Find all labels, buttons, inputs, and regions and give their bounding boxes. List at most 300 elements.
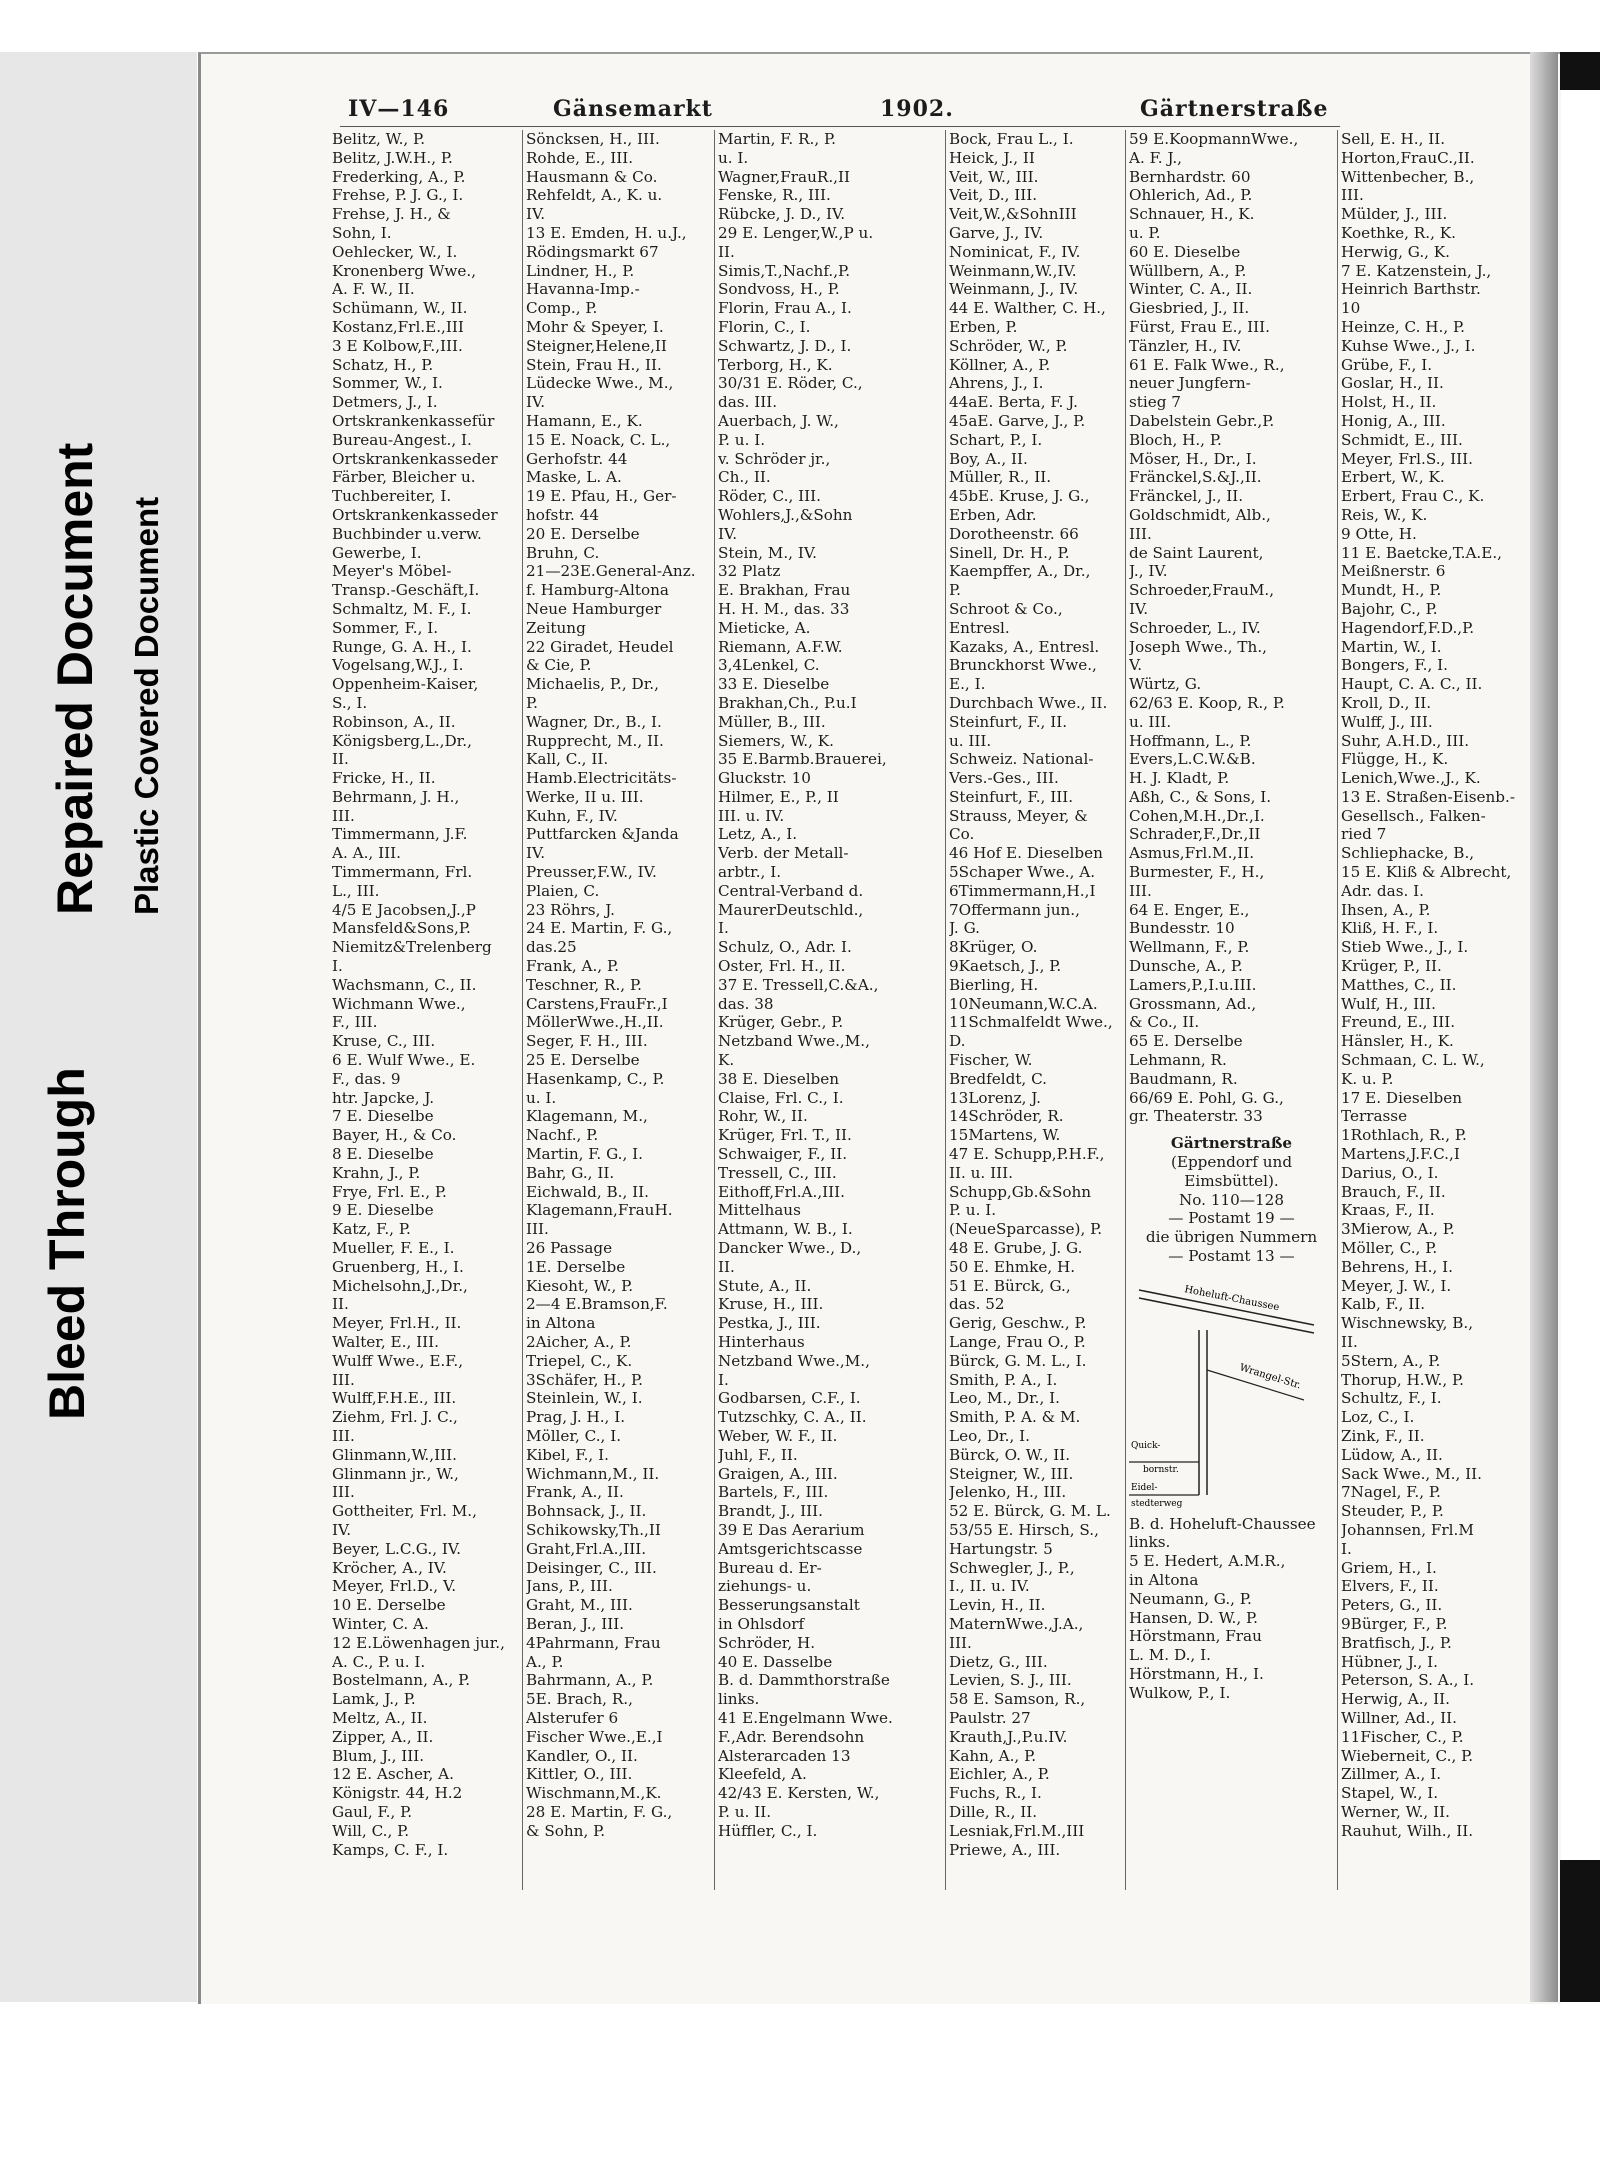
directory-entry: stieg 7 — [1129, 393, 1181, 412]
directory-entry: P. u. II. — [718, 1802, 772, 1821]
directory-entry: Ahrens, J., I. — [949, 374, 1044, 393]
directory-entry: u. III. — [1129, 712, 1172, 731]
directory-entry: Brauch, F., II. — [1341, 1182, 1446, 1201]
map-label-eidel: Eidel- — [1131, 1482, 1158, 1493]
directory-entry: 5 E. Hedert, A.M.R., — [1129, 1552, 1286, 1571]
directory-entry: Bock, Frau L., I. — [949, 130, 1074, 148]
directory-entry: 6 E. Wulf Wwe., E. — [332, 1051, 476, 1070]
directory-entry: arbtr., I. — [718, 863, 782, 882]
directory-entry: Schatz, H., P. — [332, 355, 434, 374]
directory-entry: Vers.-Ges., III. — [949, 769, 1059, 788]
directory-entry: Schnauer, H., K. — [1129, 205, 1255, 224]
directory-entry: Bruhn, C. — [526, 543, 600, 562]
directory-entry: Hilmer, E., P., II — [718, 787, 839, 806]
directory-entry: Strauss, Meyer, & — [949, 806, 1088, 825]
directory-entry: A. C., P. u. I. — [332, 1652, 426, 1671]
directory-entry: Levin, H., II. — [949, 1596, 1046, 1615]
directory-entry: Bureau-Angest., I. — [332, 430, 472, 449]
directory-entry: Hörstmann, H., I. — [1129, 1664, 1264, 1683]
directory-entry: Gerhofstr. 44 — [526, 449, 628, 468]
directory-entry: Holst, H., II. — [1341, 393, 1437, 412]
directory-entry: 10 E. Derselbe — [332, 1596, 446, 1615]
header-right-street: Gärtnerstraße — [1140, 96, 1329, 122]
directory-entry: Meyer, Frl.S., III. — [1341, 449, 1474, 468]
directory-entry: Hagendorf,F.D.,P. — [1341, 618, 1475, 637]
directory-entry: Stieb Wwe., J., I. — [1341, 938, 1469, 957]
directory-entry: Martin, W., I. — [1341, 637, 1442, 656]
directory-entry: Sack Wwe., M., II. — [1341, 1464, 1482, 1483]
directory-entry: A. A., III. — [332, 844, 401, 863]
directory-entry: 42/43 E. Kersten, W., — [718, 1784, 880, 1803]
directory-entry: Ch., II. — [718, 468, 771, 487]
directory-entry: Juhl, F., II. — [718, 1445, 798, 1464]
directory-entry: F., III. — [332, 1013, 378, 1032]
directory-entry: E., I. — [949, 675, 986, 694]
directory-entry: 51 E. Bürck, G., — [949, 1276, 1071, 1295]
directory-entry: hofstr. 44 — [526, 505, 600, 524]
bleed-through-label: Bleed Through — [39, 1067, 95, 1420]
directory-entry: 3 E Kolbow,F.,III. — [332, 336, 463, 355]
map-label-stedter: stedterweg — [1131, 1498, 1183, 1509]
directory-entry: ziehungs- u. — [718, 1577, 812, 1596]
directory-entry: 22 Giradet, Heudel — [526, 637, 674, 656]
directory-entry: P. — [526, 693, 538, 712]
directory-entry: Sommer, F., I. — [332, 618, 439, 637]
directory-entry: Schrader,F.,Dr.,II — [1129, 825, 1261, 844]
directory-entry: Kandler, O., II. — [526, 1746, 638, 1765]
directory-entry: Bernhardstr. 60 — [1129, 167, 1251, 186]
directory-entry: Hamann, E., K. — [526, 411, 643, 430]
directory-entry: Kazaks, A., Entresl. — [949, 637, 1100, 656]
directory-entry: IV. — [526, 393, 546, 412]
directory-entry: Terrasse — [1341, 1107, 1408, 1126]
directory-entry: 13 E. Straßen-Eisenb.- — [1341, 787, 1515, 806]
directory-entry: & Cie, P. — [526, 656, 592, 675]
directory-entry: Bloch, H., P. — [1129, 430, 1222, 449]
directory-entry: Evers,L.C.W.&B. — [1129, 750, 1256, 769]
map-label-quick: Quick- — [1131, 1440, 1161, 1451]
directory-entry: Meyer, J. W., I. — [1341, 1276, 1452, 1295]
directory-entry: Wulkow, P., I. — [1129, 1683, 1231, 1702]
directory-entry: Herwig, A., II. — [1341, 1690, 1451, 1709]
directory-entry: 4/5 E Jacobsen,J.,P — [332, 900, 476, 919]
directory-entry: Puttfarcken &Janda — [526, 825, 679, 844]
directory-entry: in Altona — [526, 1314, 596, 1333]
directory-entry: Wichmann Wwe., — [332, 994, 466, 1013]
directory-entry: Mansfeld&Sons,P. — [332, 919, 471, 938]
directory-entry: (NeueSparcasse), P. — [949, 1220, 1103, 1239]
directory-entry: Grübe, F., I. — [1341, 355, 1433, 374]
map-label-born: bornstr. — [1143, 1464, 1179, 1475]
directory-entry: 13Lorenz, J. — [949, 1088, 1041, 1107]
directory-entry: A., P. — [526, 1652, 564, 1671]
directory-entry: 9 Otte, H. — [1341, 524, 1417, 543]
directory-entry: Siemers, W., K. — [718, 731, 834, 750]
directory-entry: Ohlerich, Ad., P. — [1129, 186, 1253, 205]
directory-entry: Weinmann, J., IV. — [949, 280, 1079, 299]
directory-entry: in Ohlsdorf — [718, 1614, 805, 1633]
directory-entry: Schroeder, L., IV. — [1129, 618, 1261, 637]
directory-entry: 46 Hof E. Dieselben — [949, 844, 1103, 863]
directory-entry: 3,4Lenkel, C. — [718, 656, 820, 675]
directory-entry: 32 Platz — [718, 562, 781, 581]
directory-entry: L. M. D., I. — [1129, 1646, 1211, 1665]
directory-entry: Graht,Frl.A.,III. — [526, 1539, 647, 1558]
directory-entry: Krüger, P., II. — [1341, 957, 1442, 976]
directory-entry: 9Kaetsch, J., P. — [949, 957, 1062, 976]
directory-entry: Entresl. — [949, 618, 1010, 637]
directory-entry: Garve, J., IV. — [949, 223, 1044, 242]
directory-entry: 52 E. Bürck, G. M. L. — [949, 1502, 1111, 1521]
directory-entry: Blum, J., III. — [332, 1746, 425, 1765]
directory-entry: Kruse, C., III. — [332, 1032, 436, 1051]
directory-entry: 53/55 E. Hirsch, S., — [949, 1520, 1099, 1539]
directory-entry: Möser, H., Dr., I. — [1129, 449, 1257, 468]
directory-entry: Nominicat, F., IV. — [949, 242, 1081, 261]
directory-entry: Schroot & Co., — [949, 599, 1063, 618]
directory-entry: Gottheiter, Frl. M., — [332, 1502, 477, 1521]
directory-entry: Matthes, C., II. — [1341, 975, 1457, 994]
directory-entry: Amtsgerichtscasse — [718, 1539, 863, 1558]
directory-entry: 58 E. Samson, R., — [949, 1690, 1086, 1709]
directory-entry: Dunsche, A., P. — [1129, 957, 1243, 976]
directory-entry: A. F. J., — [1129, 148, 1183, 167]
directory-entry: 4Pahrmann, Frau — [526, 1633, 661, 1652]
directory-entry: Lange, Frau O., P. — [949, 1333, 1086, 1351]
directory-entry: Bayer, H., & Co. — [332, 1126, 457, 1145]
directory-entry: II. u. III. — [949, 1163, 1013, 1182]
directory-entry: Belitz, W., P. — [332, 130, 426, 148]
directory-entry: Hoffmann, L., P. — [1129, 731, 1252, 750]
directory-entry: Frehse, J. H., & — [332, 205, 451, 224]
directory-entry: Schweiz. National- — [949, 750, 1094, 769]
directory-entry: Winter, C. A., II. — [1129, 280, 1253, 299]
directory-entry: Schmaltz, M. F., I. — [332, 599, 472, 618]
directory-entry: I. — [1341, 1539, 1352, 1558]
directory-entry: Frederking, A., P. — [332, 167, 466, 186]
directory-entry: Eithoff,Frl.A.,III. — [718, 1182, 845, 1201]
directory-entry: htr. Japcke, J. — [332, 1088, 435, 1107]
directory-entry: I. — [718, 1370, 729, 1389]
column-divider — [1125, 130, 1126, 1890]
directory-entry: III. — [332, 1426, 355, 1445]
directory-entry: Peters, G., II. — [1341, 1596, 1443, 1615]
directory-entry: Schultz, F., I. — [1341, 1389, 1442, 1408]
directory-entry: Kaempffer, A., Dr., — [949, 562, 1091, 581]
directory-entry: Hörstmann, Frau — [1129, 1627, 1262, 1646]
directory-entry: 44 E. Walther, C. H., — [949, 299, 1106, 318]
directory-entry: Schwartz, J. D., I. — [718, 336, 852, 355]
directory-entry: Weinmann,W.,IV. — [949, 261, 1077, 280]
directory-entry: Baudmann, R. — [1129, 1069, 1238, 1088]
directory-entry: Färber, Bleicher u. — [332, 468, 476, 487]
directory-entry: 61 E. Falk Wwe., R., — [1129, 355, 1285, 374]
directory-entry: Schröder, W., P. — [949, 336, 1068, 355]
directory-entry: Schulz, O., Adr. I. — [718, 938, 852, 957]
directory-entry: 10 — [1341, 299, 1361, 318]
directory-entry: Meltz, A., II. — [332, 1708, 428, 1727]
directory-entry: Graigen, A., III. — [718, 1464, 838, 1483]
directory-entry: Stute, A., II. — [718, 1276, 812, 1295]
directory-entry: P. u. I. — [949, 1201, 997, 1220]
directory-entry: Stein, M., IV. — [718, 543, 817, 562]
directory-entry: Steinfurt, F., II. — [949, 712, 1068, 731]
directory-entry: Timmermann, Frl. — [332, 863, 473, 882]
directory-entry: Alsterufer 6 — [526, 1708, 619, 1727]
directory-entry: Mieticke, A. — [718, 618, 811, 637]
directory-entry: Fränckel, J., II. — [1129, 487, 1244, 506]
directory-entry: 3Mierow, A., P. — [1341, 1220, 1455, 1239]
directory-entry: Steinfurt, F., III. — [949, 787, 1074, 806]
directory-entry: Rohr, W., II. — [718, 1107, 808, 1126]
directory-entry: Veit, W., III. — [949, 167, 1039, 186]
directory-entry: Söncksen, H., III. — [526, 130, 660, 148]
directory-entry: Florin, C., I. — [718, 317, 811, 336]
directory-entry: H. J. Kladt, P. — [1129, 769, 1230, 788]
directory-entry: Detmers, J., I. — [332, 393, 438, 412]
directory-entry: Fricke, H., II. — [332, 769, 436, 788]
directory-entry: Martin, F. R., P. — [718, 130, 836, 148]
directory-entry: 5Schaper Wwe., A. — [949, 863, 1096, 882]
directory-entry: Würtz, G. — [1129, 675, 1202, 694]
directory-entry: Bostelmann, A., P. — [332, 1671, 471, 1690]
directory-entry: Kiesoht, W., P. — [526, 1276, 634, 1295]
directory-entry: Schümann, W., II. — [332, 299, 468, 318]
directory-entry: 44aE. Berta, F. J. — [949, 393, 1078, 412]
directory-entry: 21—23E.General-Anz. — [526, 562, 696, 581]
directory-entry: Leo, Dr., I. — [949, 1426, 1030, 1445]
directory-entry: Weber, W. F., II. — [718, 1426, 838, 1445]
directory-entry: III. — [332, 806, 355, 825]
directory-entry: Krüger, Frl. T., II. — [718, 1126, 852, 1145]
directory-entry: Wohlers,J.,&Sohn — [718, 505, 853, 524]
column-5-entries — [1129, 130, 1334, 1126]
directory-entry: Tressell, C., III. — [718, 1163, 837, 1182]
column-divider — [714, 130, 715, 1890]
directory-entry: Eichler, A., P. — [949, 1765, 1050, 1784]
directory-entry: Leo, M., Dr., I. — [949, 1389, 1060, 1408]
directory-entry: III. — [1129, 524, 1152, 543]
directory-entry: Schröder, H. — [718, 1633, 816, 1652]
directory-entry: Heinze, C. H., P. — [1341, 317, 1465, 336]
directory-entry: K. — [718, 1051, 735, 1070]
directory-entry: Deisinger, C., III. — [526, 1558, 657, 1577]
directory-entry: Kostanz,Frl.E.,III — [332, 317, 464, 336]
page-number: IV—146 — [348, 96, 450, 122]
directory-entry: Lesniak,Frl.M.,III — [949, 1821, 1085, 1840]
column-2 — [526, 130, 710, 1890]
column-5-after-entries — [1129, 1515, 1334, 1703]
directory-entry: v. Schröder jr., — [718, 449, 831, 468]
directory-entry: Steigner, W., III. — [949, 1464, 1074, 1483]
scan-border-bottom — [1560, 1860, 1600, 2002]
directory-entry: Kröcher, A., IV. — [332, 1558, 447, 1577]
directory-entry: Martens,J.F.C.,I — [1341, 1145, 1460, 1164]
directory-entry: Nachf., P. — [526, 1126, 599, 1145]
page-edge — [1530, 52, 1558, 2002]
directory-entry: Koethke, R., K. — [1341, 223, 1456, 242]
directory-entry: Gluckstr. 10 — [718, 769, 811, 788]
directory-entry: Florin, Frau A., I. — [718, 299, 852, 318]
directory-entry: Rödingsmarkt 67 — [526, 242, 659, 261]
directory-entry: Kahn, A., P. — [949, 1746, 1037, 1765]
scan-border-top — [1560, 52, 1600, 90]
directory-entry: 5Stern, A., P. — [1341, 1351, 1441, 1370]
directory-entry: Hasenkamp, C., P. — [526, 1069, 665, 1088]
directory-entry: Letz, A., I. — [718, 825, 798, 844]
directory-entry: Werke, II u. III. — [526, 787, 644, 806]
directory-entry: Lüdow, A., II. — [1341, 1445, 1443, 1464]
directory-entry: IV. — [332, 1520, 352, 1539]
directory-entry: Veit,W.,&SohnIII — [949, 205, 1077, 224]
directory-entry: Bürck, O. W., II. — [949, 1445, 1071, 1464]
directory-entry: Hausmann & Co. — [526, 167, 658, 186]
directory-entry: links. — [1129, 1533, 1171, 1552]
directory-entry: 8Krüger, O. — [949, 938, 1038, 957]
directory-entry: Fränckel,S.&J.,II. — [1129, 468, 1262, 487]
directory-entry: Ortskrankenkasseder — [332, 449, 498, 468]
directory-entry: III. u. IV. — [718, 806, 785, 825]
directory-entry: III. — [1341, 186, 1364, 205]
directory-entry: Claise, Frl. C., I. — [718, 1088, 844, 1107]
directory-entry: Darius, O., I. — [1341, 1163, 1439, 1182]
directory-entry: Bongers, F., I. — [1341, 656, 1448, 675]
directory-entry: Lüdecke Wwe., M., — [526, 374, 674, 393]
directory-entry: 29 E. Lenger,W.,P u. — [718, 223, 874, 242]
directory-entry: Herwig, G., K. — [1341, 242, 1450, 261]
directory-entry: B. d. Dammthorstraße — [718, 1671, 890, 1690]
map-label-hoheluft: Hoheluft-Chaussee — [1183, 1283, 1281, 1314]
directory-entry: 25 E. Derselbe — [526, 1051, 640, 1070]
directory-entry: 40 E. Dasselbe — [718, 1652, 833, 1671]
directory-entry: 45aE. Garve, J., P. — [949, 411, 1086, 430]
directory-entry: gr. Theaterstr. 33 — [1129, 1107, 1263, 1126]
directory-entry: & Sohn, P. — [526, 1821, 606, 1840]
directory-entry: Gewerbe, I. — [332, 543, 422, 562]
directory-entry: Stapel, W., I. — [1341, 1784, 1439, 1803]
directory-entry: 1E. Derselbe — [526, 1257, 626, 1276]
directory-entry: Kroll, D., II. — [1341, 693, 1432, 712]
directory-entry: Maske, L. A. — [526, 468, 622, 487]
directory-entry: III. — [1129, 881, 1152, 900]
directory-entry: Oppenheim-Kaiser, — [332, 675, 479, 694]
directory-entry: Bratfisch, J., P. — [1341, 1633, 1452, 1652]
directory-entry: Schmidt, E., III. — [1341, 430, 1463, 449]
directory-entry: Sinell, Dr. H., P. — [949, 543, 1070, 562]
directory-entry: Müller, B., III. — [718, 712, 826, 731]
directory-entry: Ortskrankenkasseder — [332, 505, 498, 524]
directory-entry: Oehlecker, W., I. — [332, 242, 458, 261]
directory-entry: Horton,FrauC.,II. — [1341, 148, 1475, 167]
directory-entry: das. 52 — [949, 1295, 1005, 1314]
directory-entry: Lenich,Wwe.,J., K. — [1341, 769, 1481, 788]
directory-entry: Katz, F., P. — [332, 1220, 411, 1239]
directory-entry: 15 E. Noack, C. L., — [526, 430, 671, 449]
directory-entry: Riemann, A.F.W. — [718, 637, 843, 656]
directory-entry: Oster, Frl. H., II. — [718, 957, 846, 976]
column-3 — [718, 130, 942, 1890]
directory-entry: de Saint Laurent, — [1129, 543, 1264, 562]
directory-entry: 11 E. Baetcke,T.A.E., — [1341, 543, 1502, 562]
directory-entry: 12 E. Ascher, A. — [332, 1765, 454, 1784]
directory-entry: L., III. — [332, 881, 380, 900]
numbers-range: No. 110—128 — [1179, 1190, 1284, 1209]
directory-entry: Brakhan,Ch., P.u.I — [718, 693, 857, 712]
directory-entry: K. u. P. — [1341, 1069, 1394, 1088]
directory-entry: 26 Passage — [526, 1239, 613, 1258]
directory-entry: Tänzler, H., IV. — [1129, 336, 1242, 355]
directory-entry: Glinmann jr., W., — [332, 1464, 459, 1483]
directory-entry: 9Bürger, F., P. — [1341, 1614, 1448, 1633]
directory-entry: Rübcke, J. D., IV. — [718, 205, 846, 224]
directory-entry: Elvers, F., II. — [1341, 1577, 1439, 1596]
directory-entry: Bierling, H. — [949, 975, 1039, 994]
directory-entry: Steuder, P., P. — [1341, 1502, 1444, 1521]
directory-entry: 59 E.KoopmannWwe., — [1129, 130, 1299, 148]
directory-entry: 7 E. Dieselbe — [332, 1107, 434, 1126]
directory-entry: Bureau d. Er- — [718, 1558, 822, 1577]
directory-entry: E. Brakhan, Frau — [718, 581, 851, 600]
directory-entry: Wagner,FrauR.,II — [718, 167, 850, 186]
directory-entry: Jelenko, H., III. — [949, 1483, 1067, 1502]
directory-entry: 33 E. Dieselbe — [718, 675, 830, 694]
directory-entry: III. — [332, 1370, 355, 1389]
directory-entry: Glinmann,W.,III. — [332, 1445, 457, 1464]
directory-entry: Meyer's Möbel- — [332, 562, 452, 581]
directory-entry: Godbarsen, C.F., I. — [718, 1389, 861, 1408]
directory-entry: Werner, W., II. — [1341, 1802, 1450, 1821]
postamt-line: — Postamt 19 — — [1168, 1209, 1295, 1228]
section-subtitle: (Eppendorf und — [1170, 1153, 1293, 1172]
directory-entry: Lamk, J., P. — [332, 1690, 416, 1709]
directory-entry: Heinrich Barthstr. — [1341, 280, 1481, 299]
directory-entry: 13 E. Emden, H. u.J., — [526, 223, 687, 242]
directory-entry: Netzband Wwe.,M., — [718, 1351, 870, 1370]
directory-entry: 3Schäfer, H., P. — [526, 1370, 643, 1389]
directory-entry: B. d. Hoheluft-Chaussee — [1129, 1514, 1316, 1533]
directory-entry: Adr. das. I. — [1341, 881, 1424, 900]
directory-entry: f. Hamburg-Altona — [526, 581, 669, 600]
directory-entry: I. — [332, 957, 343, 976]
directory-entry: Brunckhorst Wwe., — [949, 656, 1097, 675]
directory-entry: Wellmann, F., P. — [1129, 938, 1250, 957]
directory-entry: Köllner, A., P. — [949, 355, 1051, 374]
directory-entry: 19 E. Pfau, H., Ger- — [526, 487, 677, 506]
repaired-document-label: Repaired Document — [47, 442, 103, 915]
directory-entry: III. — [949, 1633, 972, 1652]
directory-entry: 9 E. Dieselbe — [332, 1201, 434, 1220]
directory-entry: Griem, H., I. — [1341, 1558, 1437, 1577]
directory-entry: u. III. — [949, 731, 992, 750]
directory-entry: II. — [1341, 1333, 1358, 1351]
directory-entry: Fenske, R., III. — [718, 186, 831, 205]
directory-entry: Schart, P., I. — [949, 430, 1043, 449]
directory-entry: Kronenberg Wwe., — [332, 261, 477, 280]
directory-entry: Alsterarcaden 13 — [718, 1746, 851, 1765]
directory-entry: Bundesstr. 10 — [1129, 919, 1235, 938]
directory-entry: das. III. — [718, 393, 778, 412]
directory-entry: IV. — [718, 524, 738, 543]
directory-entry: P. — [949, 581, 961, 600]
directory-entry: Hüffler, C., I. — [718, 1821, 818, 1840]
directory-entry: Ihsen, A., P. — [1341, 900, 1431, 919]
directory-entry: Cohen,M.H.,Dr.,I. — [1129, 806, 1265, 825]
directory-entry: Mohr & Speyer, I. — [526, 317, 664, 336]
directory-entry: Klagemann,FrauH. — [526, 1201, 673, 1220]
column-divider — [1337, 130, 1338, 1890]
directory-entry: II. — [718, 242, 735, 261]
directory-entry: D. — [949, 1032, 966, 1051]
